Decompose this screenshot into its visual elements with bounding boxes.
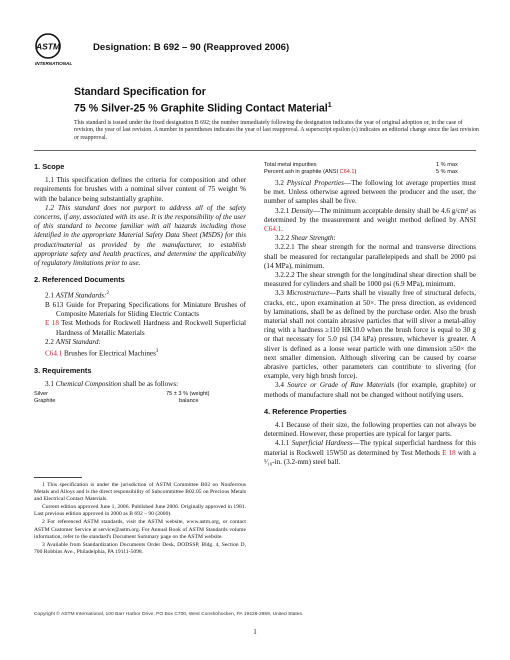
copyright-notice: Copyright © ASTM International, 100 Barr Harbor Drive, PO Box C700, West Conshohocken, PA 19428-2959, United States. <box>34 612 304 617</box>
ref-c641-link[interactable]: C64.1 <box>45 349 63 358</box>
table-row: Silver 75 ± 3 % (weight) <box>34 391 210 398</box>
para-4-1: 4.1 Because of their size, the following properties can not always be determined. However, these properties are typical for larger parts. <box>264 421 476 439</box>
title-line1: Standard Specification for <box>74 86 206 98</box>
para-3-2-2: 3.2.2 Shear Strength: <box>275 234 336 243</box>
footnotes <box>34 482 246 557</box>
section-scope-heading: 1. Scope <box>34 162 65 171</box>
para-1-1: 1.1 This specification defines the criteria for composition and other requirements for brushes with a nominal silver content of 75 weight % with the balance being substantially graphite. <box>34 176 246 203</box>
e18-link[interactable]: E 18 <box>442 448 456 457</box>
header-divider <box>34 150 476 151</box>
para-3-4: 3.4 Source or Grade of Raw Materials (for example, graphite) or methods of manufacture shall not be changed without notifying users. <box>264 381 476 399</box>
section-reference-properties-heading: 4. Reference Properties <box>264 406 347 416</box>
section-requirements-heading: 3. Requirements <box>34 365 92 375</box>
issued-note: This standard is issued under the fixed designation B 692; the number immediately following the designation indicates the year of original adoption or, in the case of revision, the year of last revision. A number in parentheses indicates the year of last reapproval. A superscript epsilon (ε) indicates an editorial change since the last revision or reapproval. <box>74 120 479 141</box>
section-refdocs-heading: 2. Referenced Documents <box>34 275 125 285</box>
footnote-divider <box>34 477 82 478</box>
table-row: Percent ash in graphite (ANSI C64.1) 5 % max <box>264 169 458 175</box>
svg-text:ASTM: ASTM <box>35 41 61 52</box>
para-1-2: 1.2 This standard does not purport to address all of the safety concerns, if any, associated with its use. It is the responsibility of the user of this standard to become familiar with all hazards including those identified in the appropriate Material Safety Data Sheet (MSDS) for this product/material as provided by the manufacturer, to establish appropriate safety and health practices, and determine the applicability of regulatory limitations prior to use. <box>34 203 246 268</box>
para-3-2: 3.2 Physical Properties—The following lot average properties must be met. Unless otherwise agreed between the producer and the user, the number of samples shall be five. <box>264 179 476 206</box>
designation: Designation: B 692 – 90 (Reapproved 2006) <box>93 42 290 53</box>
document-title <box>74 86 494 116</box>
svg-text:INTERNATIONAL: INTERNATIONAL <box>35 61 73 66</box>
para-3-2-1: 3.2.1 Density—The minimum acceptable density shall be 4.6 g/cm³ as determined by the measurement and weight method defined by ANSI C64.1. <box>264 206 476 234</box>
composition-table-right <box>264 162 476 176</box>
left-column <box>34 162 246 405</box>
para-3-3: 3.3 Microstructure—Parts shall be visually free of structural defects, cracks, etc., upon examination at 50×. The press direction, as evidenced by laminations, shall be as defined by the purchase order. Also the brush material shall not contain abrasive particles that will sliver a metal-alloy ring with a hardness ≥110 HK10.0 when the brush force is equal to 30 g or that necessary for 5.0 psi (34 kPa) pressure, whichever is greater. A sliver is defined as a loose wear particle with one dimension ≥50× the next smaller dimension. Although slivering can be caused by coarse abrasive particles, other parameters can contribute to slivering (for example, very high brush force). <box>264 289 476 381</box>
title-line2: 75 % Silver-25 % Graphite Sliding Contact Material$^1$ <box>74 102 332 115</box>
para-2-1: 2.1 ASTM Standards:$^2$ <box>45 291 109 300</box>
para-3-2-2-1: 3.2.2.1 The shear strength for the normal and transverse directions shall be measured for rectangular parallelepipeds and shall be 2000 psi (14 MPa), minimum. <box>264 243 476 270</box>
footnote-1: 1 This specification is under the jurisdiction of ASTM Committee B02 on Nonferrous Metals and Alloys and is the direct responsibility of Subcommittee B02.05 on Precious Metals and Electrical Contact Materials. <box>34 482 246 503</box>
para-3-1: 3.1 Chemical Composition shall be as follows: <box>45 379 179 388</box>
table-row: Total metal impurities 1 % max <box>264 162 458 168</box>
table-row: Graphite balance <box>34 398 199 405</box>
footnote-1b: Current edition approved June 1, 2006. Published June 2006. Originally approved in 1981. Last previous edition approved in 2000 as B 692 – 90 (2000). <box>34 504 246 518</box>
page-number: 1 <box>253 628 257 636</box>
footnote-3: 3 Available from Standardization Documents Order Desk, DODSSP, Bldg. 4, Section D, 700 Robbins Ave., Philadelphia, PA 19111-5098. <box>34 541 246 555</box>
para-3-2-2-2: 3.2.2.2 The shear strength for the longitudinal shear direction shall be measured for cylinders and shall be 1000 psi (6.9 MPa), minimum. <box>264 271 476 289</box>
c641-link[interactable]: C64.1 <box>264 225 282 234</box>
astm-logo <box>34 32 80 72</box>
ansi-c641-link[interactable]: C64.1 <box>339 169 355 175</box>
composition-table-left <box>34 391 246 405</box>
para-2-2: 2.2 ANSI Standard: <box>45 337 101 346</box>
ref-c641: C64.1 Brushes for Electrical Machines$^3$ <box>45 349 159 358</box>
ref-b613: B 613 Guide for Preparing Specifications for Miniature Brushes of Composite Materials for Sliding Electric Contacts <box>45 301 246 319</box>
ref-e18-link[interactable]: E 18 <box>45 319 59 328</box>
right-column <box>264 162 476 467</box>
ref-e18: E 18 Test Methods for Rockwell Hardness and Rockwell Superficial Hardness of Metallic Materials <box>45 319 246 337</box>
footnote-2: 2 For referenced ASTM standards, visit the ASTM website, www.astm.org, or contact ASTM Customer Service at service@astm.org. For Annual Book of ASTM Standards volume information, refer to the standard's Document Summary page on the ASTM website. <box>34 519 246 540</box>
para-4-1-1: 4.1.1 Superficial Hardness—The typical superficial hardness for this material is Rockwell 15W50 as determined by Test Methods E 18 with a ¹⁄₁₆-in. (3.2-mm) steel ball. <box>264 439 476 466</box>
